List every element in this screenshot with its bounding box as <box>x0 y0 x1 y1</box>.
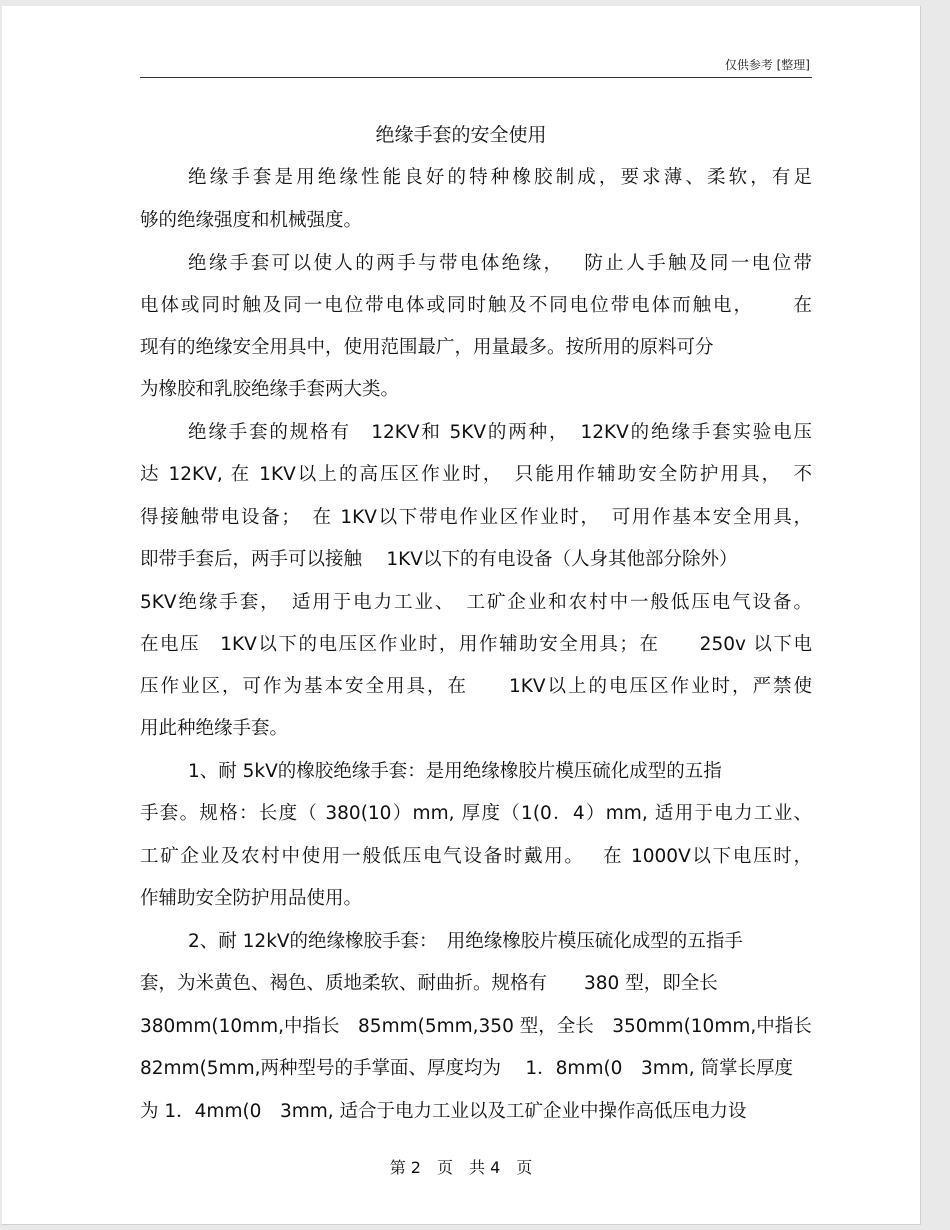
paragraph-line: 够的绝缘强度和机械强度。 <box>140 210 363 231</box>
paragraph-line: 为橡胶和乳胶绝缘手套两大类。 <box>140 379 400 400</box>
paragraph-line: 5KV绝缘手套， 适用于电力工业、 工矿企业和农村中一般低压电气设备。 <box>140 592 812 613</box>
paragraph-line: 为 1．4mm(0 3mm, 适合于电力工业以及工矿企业中操作高低压电力设 <box>140 1101 747 1122</box>
document-page <box>2 6 921 1225</box>
paragraph-line: 现有的绝缘安全用具中，使用范围最广，用量最多。按所用的原料可分 <box>140 337 714 358</box>
paragraph-line: 得接触带电设备； 在 1KV以下带电作业区作业时， 可用作基本安全用具， <box>140 507 812 528</box>
paragraph-line: 82mm(5mm,两种型号的手掌面、厚度均为 1．8mm(0 3mm, 筒掌长厚度 <box>140 1058 794 1079</box>
paragraph-line: 工矿企业及农村中使用一般低压电气设备时戴用。 在 1000V以下电压时， <box>140 846 812 867</box>
paragraph-line: 电体或同时触及同一电位带电体或同时触及不同电位带电体而触电， 在 <box>140 295 812 316</box>
paragraph-line: 手套。规格：长度（ 380(10）mm, 厚度（1(0．4）mm, 适用于电力工业、 <box>140 803 812 824</box>
paragraph-line: 1、耐 5kV的橡胶绝缘手套：是用绝缘橡胶片模压硫化成型的五指 <box>188 761 722 782</box>
paragraph-line: 即带手套后，两手可以接触 1KV以下的有电设备（人身其他部分除外） <box>140 549 738 570</box>
header-note: 仅供参考 [整理] <box>724 58 810 72</box>
paragraph-line: 380mm(10mm,中指长 85mm(5mm,350 型，全长 350mm(10mm,中指长 <box>140 1016 812 1037</box>
paragraph-line: 压作业区，可作为基本安全用具，在 1KV以上的电压区作业时，严禁使 <box>140 676 812 697</box>
paragraph-line: 套，为米黄色、褐色、质地柔软、耐曲折。规格有 380 型，即全长 <box>140 973 718 994</box>
paragraph-line: 用此种绝缘手套。 <box>140 718 289 739</box>
paragraph-line: 绝缘手套的规格有 12KV和 5KV的两种， 12KV的绝缘手套实验电压 <box>188 422 812 443</box>
paragraph-line: 绝缘手套是用绝缘性能良好的特种橡胶制成，要求薄、柔软，有足 <box>188 167 812 188</box>
page-number: 第 2 页 共 4 页 <box>389 1158 533 1177</box>
paragraph-line: 绝缘手套可以使人的两手与带电体绝缘， 防止人手触及同一电位带 <box>188 253 812 274</box>
paragraph-line: 2、耐 12kV的绝缘橡胶手套： 用绝缘橡胶片模压硫化成型的五指手 <box>188 931 743 952</box>
paragraph-line: 在电压 1KV以下的电压区作业时，用作辅助安全用具；在 250v 以下电 <box>140 634 812 655</box>
document-title: 绝缘手套的安全使用 <box>375 124 547 146</box>
paragraph-line: 作辅助安全防护用品使用。 <box>140 888 363 909</box>
paragraph-line: 达 12KV, 在 1KV以上的高压区作业时， 只能用作辅助安全防护用具， 不 <box>140 464 812 485</box>
header-divider <box>140 77 812 78</box>
